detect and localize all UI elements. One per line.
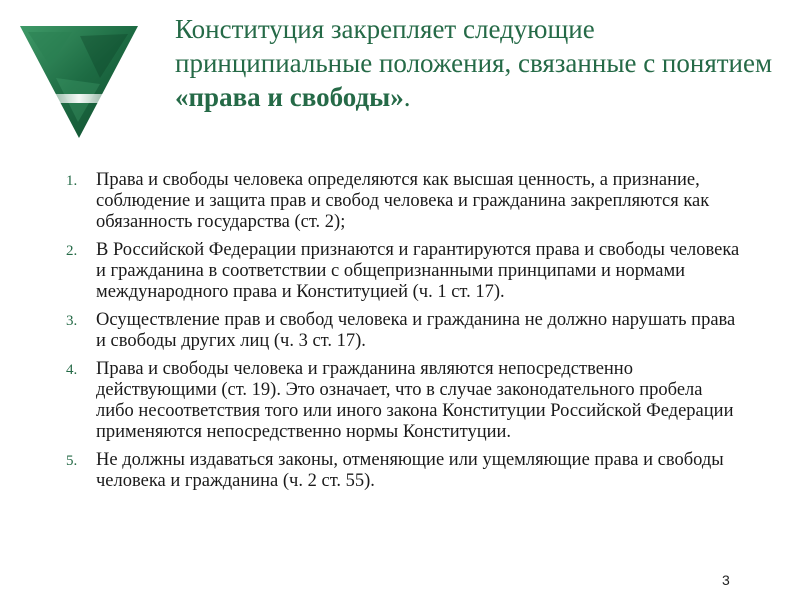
item-number: 2. <box>66 243 78 259</box>
title-prefix: Конституция закрепляет следующие принципиальные положения, связанные с понятием <box>175 14 773 78</box>
list-item <box>62 240 742 303</box>
list-item <box>62 310 742 352</box>
item-number: 3. <box>66 313 78 329</box>
page-number: 3 <box>722 572 730 588</box>
list-item <box>62 170 742 233</box>
principles-list <box>62 170 742 499</box>
item-number: 4. <box>66 362 78 378</box>
list-item <box>62 359 742 443</box>
list-item <box>62 450 742 492</box>
item-text: Осуществление прав и свобод человека и гражданина не должно нарушать права и свободы других лиц (ч. 3 ст. 17). <box>96 310 736 351</box>
item-number: 5. <box>66 453 78 469</box>
green-triangle-logo <box>20 26 138 138</box>
item-text: В Российской Федерации признаются и гарантируются права и свободы человека и гражданина в соответствии с общепризнанными принципами и нормами международного права и Конституцией (ч. 1 ст. 17). <box>96 240 740 302</box>
title-suffix: . <box>403 82 411 112</box>
slide-title <box>175 12 775 114</box>
item-text: Не должны издаваться законы, отменяющие или ущемляющие права и свободы человека и гражданина (ч. 2 ст. 55). <box>96 450 724 491</box>
title-emphasis: «права и свободы» <box>175 82 404 112</box>
item-number: 1. <box>66 173 78 189</box>
item-text: Права и свободы человека определяются как высшая ценность, а признание, соблюдение и защита прав и свобод человека и гражданина закрепляются как обязанность государства (ст. 2); <box>96 170 710 232</box>
item-text: Права и свободы человека и гражданина являются непосредственно действующими (ст. 19). Это означает, что в случае законодательного пробела либо несоответствия того или иного закона Конституции Российской Федерации применяются непосредственно нормы Конституции. <box>96 359 734 442</box>
